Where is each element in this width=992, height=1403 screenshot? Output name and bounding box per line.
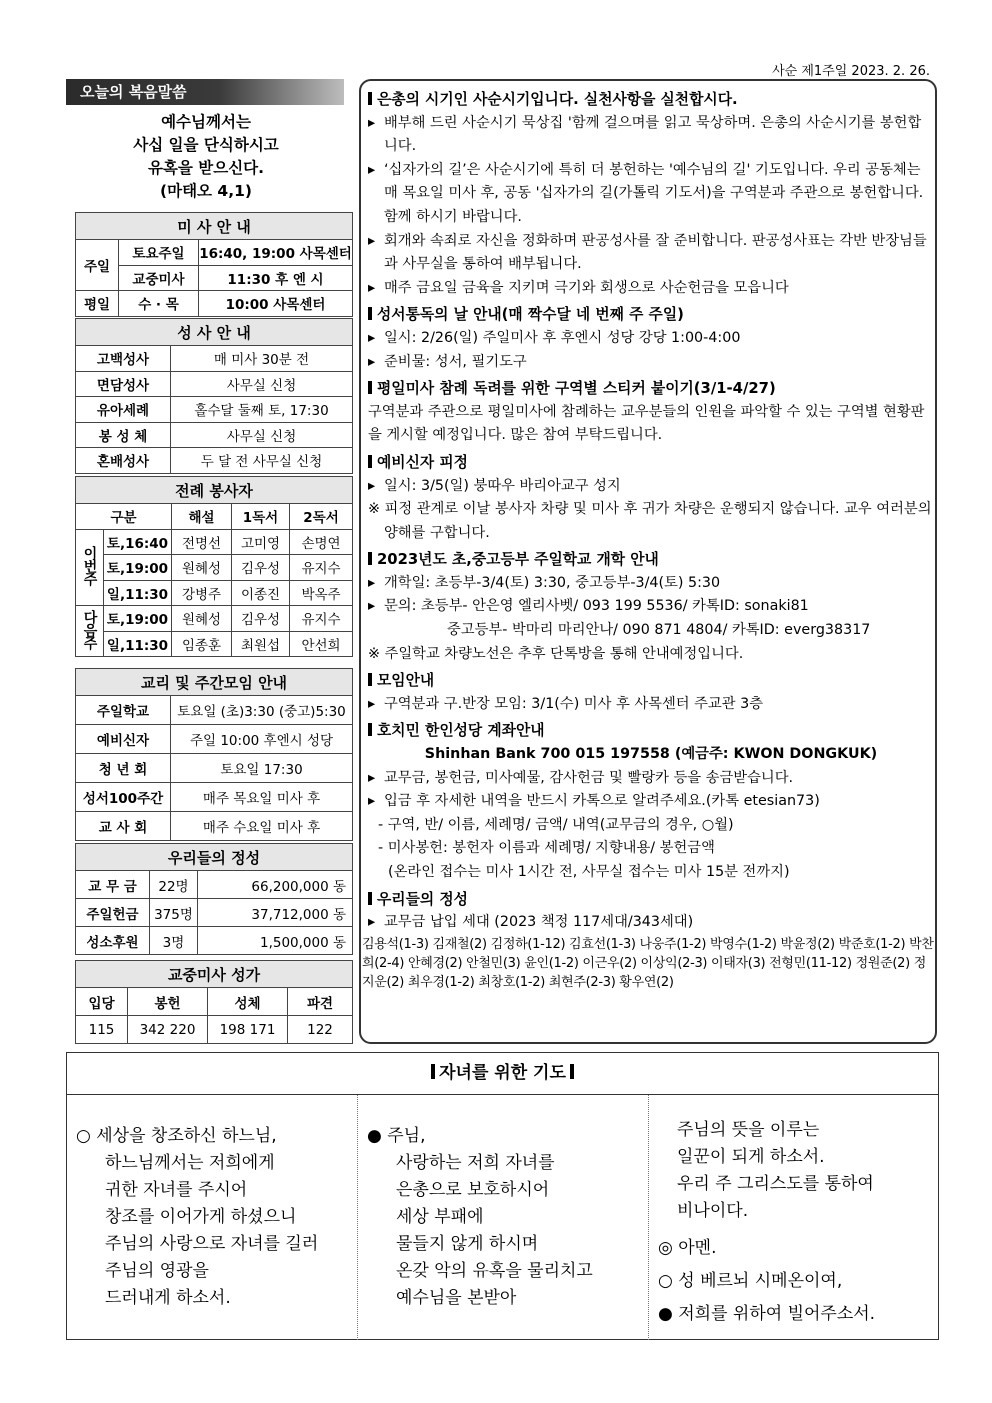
notice-heading: 성서통독의 날 안내(매 짝수달 네 번째 주 주일): [368, 303, 934, 327]
server-name: 전명선: [172, 529, 232, 555]
server-name: 강병주: [172, 580, 232, 606]
prayer-line: 드러내게 하소서.: [105, 1288, 231, 1308]
gospel-header: 오늘의 복음말씀: [66, 79, 344, 105]
meeting-value: 토요일 17:30: [171, 754, 353, 783]
servers-title: 전례 봉사자: [76, 477, 353, 504]
sacraments-title: 성 사 안 내: [76, 319, 353, 346]
prayer-line: ○ 세상을 창조하신 하느님,: [76, 1126, 277, 1146]
prayer-column-2: [367, 1123, 593, 1312]
notice-heading: 2023년도 초,중고등부 주일학교 개학 안내: [368, 548, 934, 572]
notice-content: [362, 88, 934, 992]
prayer-column-1: [76, 1123, 318, 1312]
hymn-number: 115: [76, 1016, 128, 1044]
sacrament-value: 두 달 전 사무실 신청: [171, 448, 353, 474]
notice-sub-item: - 구역, 반/ 이름, 세례명/ 금액/ 내역(교무금의 경우, ○월): [378, 816, 734, 833]
server-name: 김우성: [232, 555, 290, 581]
server-name: 원혜성: [172, 555, 232, 581]
offering-amount: 1,500,000 동: [198, 927, 353, 955]
notice-bullet: ▸ 개학일: 초등부-3/4(토) 3:30, 중고등부-3/4(토) 5:30: [368, 572, 934, 596]
sacrament-name: 유아세례: [76, 397, 171, 423]
prayer-line: 주님의 사랑으로 자녀를 길러: [105, 1234, 319, 1254]
mass-time: 10:00 사목센터: [199, 291, 353, 317]
server-name: 유지수: [290, 606, 353, 632]
sacrament-value: 사무실 신청: [171, 422, 353, 448]
hymn-number: 342 220: [128, 1016, 208, 1044]
next-week-label: 다음주: [76, 606, 104, 657]
meeting-name: 예비신자: [76, 725, 171, 754]
gospel-text: [66, 111, 346, 203]
prayer-line: 세상 부패에: [396, 1207, 484, 1227]
sacrament-name: 혼배성사: [76, 448, 171, 474]
notice-heading: 평일미사 참례 독려를 위한 구역별 스티커 붙이기(3/1-4/27): [368, 377, 934, 401]
offering-count: 22명: [150, 871, 198, 899]
mass-name: 토요주일: [119, 240, 199, 266]
prayer-line: 주님의 영광을: [105, 1261, 209, 1281]
notice-bullet: ▸ 교무금, 봉헌금, 미사예물, 감사헌금 및 빨랑카 등을 송금받습니다.: [368, 767, 934, 791]
notice-paragraph: 구역분과 주관으로 평일미사에 참례하는 교우분들의 인원을 파악할 수 있는 구역별 현황판을 게시할 예정입니다. 많은 참여 부탁드립니다.: [368, 403, 925, 444]
server-name: 손명연: [290, 529, 353, 555]
contributor-list: 김용석(1-3) 김재철(2) 김정하(1-12) 김효선(1-3) 나웅주(1-2) 박영수(1-2) 박윤정(2) 박준호(1-2) 박찬희(2-4) 안혜경(2) 안철민(3) 윤인(1-2) 이근우(2) 이상익(2-3) 이태자(3) 전형민(11-12) 정원준(2) 정지운(2) 최우경(1-2) 최창호(1-2) 최현주(2-3) 황우연(2): [362, 936, 934, 990]
hymn-header: 봉헌: [128, 988, 208, 1016]
mass-name: 수 · 목: [119, 291, 199, 317]
prayer-response: ◎ 아멘.: [658, 1238, 717, 1258]
prayer-line: 예수님을 본받아: [396, 1288, 517, 1308]
hymn-header: 입당: [76, 988, 128, 1016]
mass-info-table: [75, 212, 353, 317]
servers-header: 해설: [172, 504, 232, 530]
server-time: 일,11:30: [104, 631, 172, 657]
meeting-name: 주일학교: [76, 696, 171, 725]
meeting-name: 교 사 회: [76, 812, 171, 841]
hymn-header: 성체: [208, 988, 288, 1016]
prayer-divider: [357, 1095, 358, 1340]
server-name: 고미영: [232, 529, 290, 555]
notice-note: ※ 주일학교 차량노선은 추후 단톡방을 통해 안내예정입니다.: [368, 645, 744, 662]
prayer-line: 귀한 자녀를 주시어: [105, 1180, 248, 1200]
notice-bullet: ▸ 구역분과 구.반장 모임: 3/1(수) 미사 후 사목센터 주교관 3층: [368, 693, 934, 717]
bulletin-date: 사순 제1주일 2023. 2. 26.: [772, 64, 930, 79]
offering-count: 375명: [150, 899, 198, 927]
notice-bullet: ▸ 일시: 2/26(일) 주일미사 후 후엔시 성당 강당 1:00-4:00: [368, 327, 934, 351]
sacrament-value: 홀수달 둘째 토, 17:30: [171, 397, 353, 423]
notice-sub-item: - 미사봉헌: 봉헌자 이름과 세례명/ 지향내용/ 봉헌금액: [378, 840, 715, 857]
notice-bullet: ▸ 매주 금요일 금육을 지키며 극기와 회생으로 사순헌금을 모읍니다: [368, 277, 934, 301]
offering-count: 3명: [150, 927, 198, 955]
bank-account: Shinhan Bank 700 015 197558 (예금주: KWON DONGKUK): [424, 746, 878, 763]
meeting-name: 청 년 회: [76, 754, 171, 783]
meeting-value: 매주 목요일 미사 후: [171, 783, 353, 812]
mass-time: 16:40, 19:00 사목센터: [199, 240, 353, 266]
hymn-header: 파견: [288, 988, 353, 1016]
server-time: 토,16:40: [104, 529, 172, 555]
server-name: 임종훈: [172, 631, 232, 657]
prayer-divider: [648, 1095, 649, 1340]
offerings-title: 우리들의 정성: [76, 844, 353, 871]
mass-name: 교중미사: [119, 265, 199, 291]
server-name: 안선희: [290, 631, 353, 657]
notice-sub-item: (온라인 접수는 미사 1시간 전, 사무실 접수는 미사 15분 전까지): [388, 864, 790, 880]
prayer-line: 주님의 뜻을 이루는: [677, 1120, 820, 1140]
servers-table: [75, 476, 353, 657]
offering-name: 교 무 금: [76, 871, 150, 899]
hymns-table: [75, 960, 353, 1044]
sacrament-value: 사무실 신청: [171, 371, 353, 397]
prayer-line: 비나이다.: [677, 1201, 749, 1221]
server-name: 김우성: [232, 606, 290, 632]
meetings-table: [75, 668, 353, 841]
gospel-line: 예수님께서는: [161, 113, 251, 131]
prayer-line: 물들지 않게 하시며: [396, 1234, 539, 1254]
server-time: 일,11:30: [104, 580, 172, 606]
notice-heading: 예비신자 피정: [368, 451, 934, 475]
prayer-title: 자녀를 위한 기도: [66, 1052, 939, 1095]
servers-header: 구분: [76, 504, 172, 530]
server-time: 토,19:00: [104, 606, 172, 632]
notice-bullet: ▸ 회개와 속죄로 자신을 정화하며 판공성사를 잘 준비합니다. 판공성사표는 각반 반장님들과 사무실을 통하여 배부됩니다.: [368, 230, 934, 277]
mass-info-title: 미 사 안 내: [76, 213, 353, 240]
server-name: 박옥주: [290, 580, 353, 606]
prayer-line: 일꾼이 되게 하소서.: [677, 1147, 825, 1167]
meeting-value: 매주 수요일 미사 후: [171, 812, 353, 841]
offering-amount: 37,712,000 동: [198, 899, 353, 927]
server-name: 최원섭: [232, 631, 290, 657]
notice-heading: 은총의 시기인 사순시기입니다. 실천사항을 실천합시다.: [368, 88, 934, 112]
sacrament-name: 고백성사: [76, 346, 171, 372]
prayer-response: ○ 성 베르뇌 시메온이여,: [658, 1271, 843, 1291]
notice-bullet: ▸ 교무금 납입 세대 (2023 책정 117세대/343세대): [368, 911, 934, 935]
server-name: 원혜성: [172, 606, 232, 632]
prayer-line: 우리 주 그리스도를 통하여: [677, 1174, 874, 1194]
server-time: 토,19:00: [104, 555, 172, 581]
gospel-line: 유혹을 받으신다.: [147, 159, 265, 177]
server-name: 유지수: [290, 555, 353, 581]
hymn-number: 198 171: [208, 1016, 288, 1044]
sacrament-name: 면담성사: [76, 371, 171, 397]
servers-header: 2독서: [290, 504, 353, 530]
prayer-line: 은총으로 보호하시어: [396, 1180, 550, 1200]
sacrament-name: 봉 성 체: [76, 422, 171, 448]
meeting-name: 성서100주간: [76, 783, 171, 812]
sunday-label: 주일: [76, 240, 119, 291]
meetings-title: 교리 및 주간모임 안내: [76, 669, 353, 696]
this-week-label: 이번주: [76, 529, 104, 606]
hymn-number: 122: [288, 1016, 353, 1044]
mass-time: 11:30 후 엔 시: [199, 265, 353, 291]
prayer-line: 하느님께서는 저희에게: [105, 1153, 275, 1173]
sacrament-value: 매 미사 30분 전: [171, 346, 353, 372]
server-name: 이종진: [232, 580, 290, 606]
notice-bullet: ▸ 준비물: 성서, 필기도구: [368, 351, 934, 375]
servers-header: 1독서: [232, 504, 290, 530]
offerings-table: [75, 843, 353, 955]
notice-bullet: ▸ 문의: 초등부- 안은영 엘리사벳/ 093 199 5536/ 카톡ID: sonaki81: [368, 595, 934, 619]
sacraments-table: [75, 318, 353, 474]
notice-bullet: ▸ 입금 후 자세한 내역을 반드시 카톡으로 알려주세요.(카톡 etesian73): [368, 790, 934, 814]
gospel-line: 사십 일을 단식하시고: [133, 136, 279, 154]
prayer-response: ● 저희를 위하여 빌어주소서.: [658, 1304, 876, 1324]
notice-note: ※ 피정 관계로 이날 봉사자 차량 및 미사 후 귀가 차량은 운행되지 않습니다. 교우 여러분의 양해를 구합니다.: [368, 501, 932, 541]
notice-bullet: ▸ ‘십자가의 길’은 사순시기에 특히 더 봉헌하는 '예수님의 길' 기도입니다. 우리 공동체는 매 목요일 미사 후, 공동 '십자가의 길(가톨릭 기도서)을 구역분과 주관으로 봉헌합니다. 함께 하시기 바랍니다.: [368, 159, 934, 230]
prayer-column-3: [658, 1117, 875, 1328]
gospel-reference: (마태오 4,1): [160, 182, 252, 200]
hymns-title: 교중미사 성가: [76, 961, 353, 988]
notice-bullet: ▸ 배부해 드린 사순시기 묵상집 '함께 걸으며를 읽고 묵상하며. 은총의 사순시기를 봉헌합니다.: [368, 112, 934, 159]
notice-heading: 우리들의 정성: [368, 888, 934, 912]
notice-heading: 호치민 한인성당 계좌안내: [368, 719, 934, 743]
meeting-value: 주일 10:00 후엔시 성당: [171, 725, 353, 754]
offering-name: 주일헌금: [76, 899, 150, 927]
prayer-line: 온갖 악의 유혹을 물리치고: [396, 1261, 593, 1281]
weekday-label: 평일: [76, 291, 119, 317]
prayer-line: 사랑하는 저희 자녀를: [396, 1153, 555, 1173]
offering-name: 성소후원: [76, 927, 150, 955]
notice-heading: 모임안내: [368, 669, 934, 693]
notice-bullet: ▸ 일시: 3/5(일) 붕따우 바리아교구 성지: [368, 475, 934, 499]
meeting-value: 토요일 (초)3:30 (중고)5:30: [171, 696, 353, 725]
prayer-line: 창조를 이어가게 하셨으니: [105, 1207, 297, 1227]
offering-amount: 66,200,000 동: [198, 871, 353, 899]
notice-sub-item: 중고등부- 박마리 마리안나/ 090 871 4804/ 카톡ID: everg38317: [447, 622, 871, 639]
prayer-line: ● 주님,: [367, 1126, 426, 1146]
